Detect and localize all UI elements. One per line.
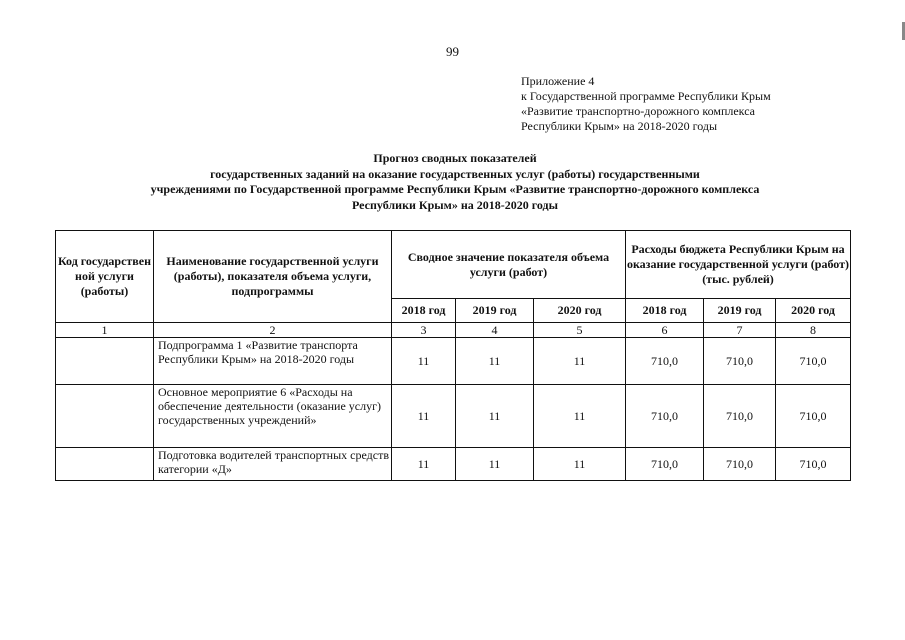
appendix-line: Приложение 4	[521, 74, 595, 88]
row-volume-2019: 11	[456, 338, 534, 385]
column-numbers-row	[56, 323, 851, 338]
row-budget-2020: 710,0	[776, 448, 851, 481]
appendix-note	[521, 74, 771, 134]
row-budget-2019: 710,0	[704, 338, 776, 385]
header-year-volume-2020: 2020 год	[534, 299, 626, 323]
header-year-volume-2019: 2019 год	[456, 299, 534, 323]
column-number: 6	[626, 323, 704, 338]
page-number: 99	[446, 44, 459, 59]
row-name: Подпрограмма 1 «Развитие транспорта Республики Крым» на 2018-2020 годы	[154, 338, 392, 385]
row-volume-2019: 11	[456, 385, 534, 448]
column-number: 1	[56, 323, 154, 338]
row-volume-2020: 11	[534, 385, 626, 448]
table-row	[56, 338, 851, 385]
row-budget-2018: 710,0	[626, 448, 704, 481]
row-volume-2018: 11	[392, 385, 456, 448]
table-row	[56, 448, 851, 481]
header-year-budget-2020: 2020 год	[776, 299, 851, 323]
appendix-line: к Государственной программе Республики Крым	[521, 89, 771, 103]
row-volume-2018: 11	[392, 338, 456, 385]
column-number: 4	[456, 323, 534, 338]
header-year-budget-2019: 2019 год	[704, 299, 776, 323]
row-budget-2020: 710,0	[776, 338, 851, 385]
title-line: государственных заданий на оказание государственных услуг (работы) государственными	[210, 166, 700, 181]
header-name: Наименование государственной услуги (работы), показателя объема услуги, подпрограммы	[154, 231, 392, 323]
column-number: 7	[704, 323, 776, 338]
column-number: 2	[154, 323, 392, 338]
appendix-line: Республики Крым» на 2018-2020 годы	[521, 119, 718, 133]
indicators-table	[55, 230, 851, 481]
row-volume-2020: 11	[534, 448, 626, 481]
title-line: Прогноз сводных показателей	[373, 151, 537, 165]
row-budget-2019: 710,0	[704, 385, 776, 448]
header-budget-group: Расходы бюджета Республики Крым на оказание государственной услуги (работ) (тыс. рублей)	[626, 231, 851, 299]
header-year-budget-2018: 2018 год	[626, 299, 704, 323]
row-volume-2018: 11	[392, 448, 456, 481]
row-code	[56, 448, 154, 481]
row-budget-2020: 710,0	[776, 385, 851, 448]
column-number: 8	[776, 323, 851, 338]
row-budget-2018: 710,0	[626, 385, 704, 448]
row-name: Основное мероприятие 6 «Расходы на обеспечение деятельности (оказание услуг) государственных учреждений»	[154, 385, 392, 448]
column-number: 3	[392, 323, 456, 338]
header-volume-group: Сводное значение показателя объема услуги (работ)	[392, 231, 626, 299]
appendix-line: «Развитие транспортно-дорожного комплекса	[521, 104, 756, 118]
row-code	[56, 385, 154, 448]
title-line: учреждениями по Государственной программе Республики Крым «Развитие транспортно-дорожного комплекса	[150, 182, 760, 196]
row-budget-2018: 710,0	[626, 338, 704, 385]
header-code: Код государствен ной услуги (работы)	[56, 231, 154, 323]
title-line: Республики Крым» на 2018-2020 годы	[352, 197, 558, 212]
column-number: 5	[534, 323, 626, 338]
row-volume-2019: 11	[456, 448, 534, 481]
header-year-volume-2018: 2018 год	[392, 299, 456, 323]
row-name: Подготовка водителей транспортных средств категории «Д»	[154, 448, 392, 481]
row-code	[56, 338, 154, 385]
row-budget-2019: 710,0	[704, 448, 776, 481]
table-row	[56, 385, 851, 448]
document-title	[60, 151, 850, 213]
row-volume-2020: 11	[534, 338, 626, 385]
